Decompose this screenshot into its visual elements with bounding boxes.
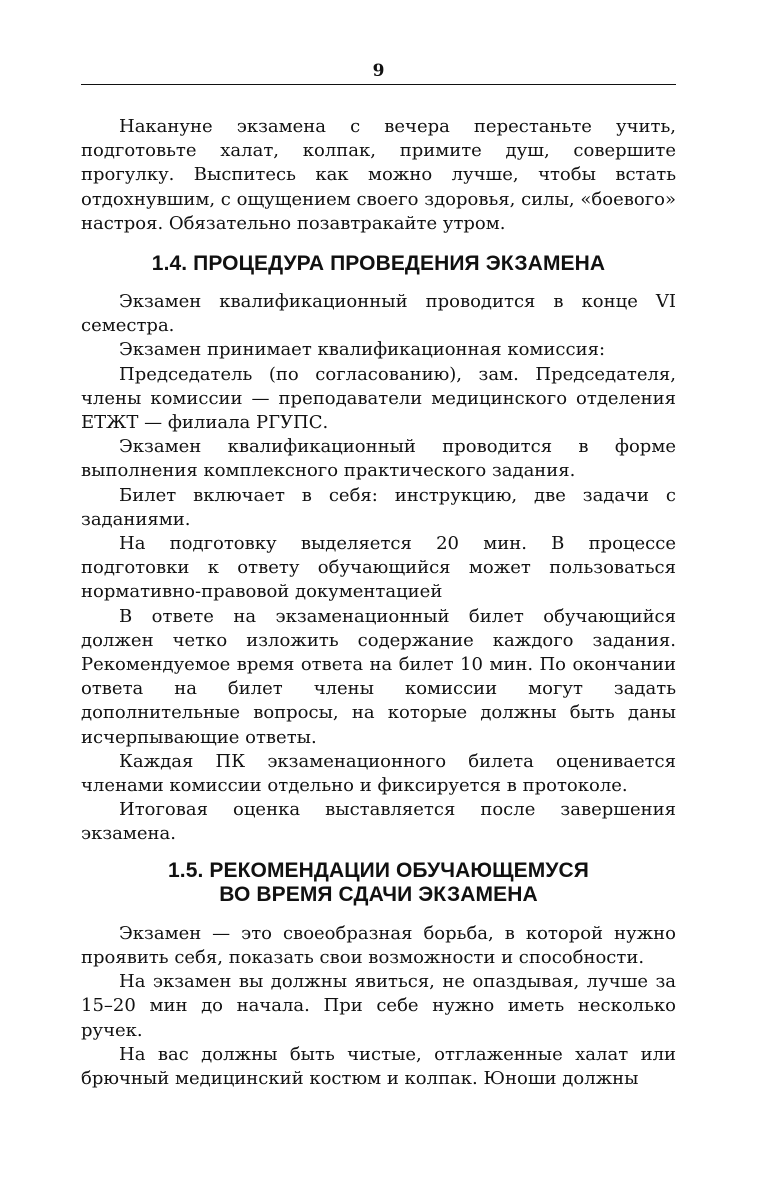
section-heading-1-4: 1.4. ПРОЦЕДУРА ПРОВЕДЕНИЯ ЭКЗАМЕНА	[151, 252, 606, 276]
paragraph: Экзамен — это своеобразная борьба, в которой нужно проявить себя, показать свои возможности и способности.	[81, 922, 676, 968]
page-number: 9	[372, 61, 385, 81]
header-rule	[81, 84, 676, 85]
paragraph: Итоговая оценка выставляется после завершения экзамена.	[81, 799, 676, 845]
intro-text	[81, 115, 676, 236]
paragraph: Накануне экзамена с вечера перестаньте учить, подготовьте халат, колпак, примите душ, совершите прогулку. Выспитесь как можно лучше, чтобы встать отдохнувшим, с ощущением своего здоровья, силы, «боевого» настроя. Обязательно позавтракайте утром.	[81, 116, 676, 234]
paragraph: Билет включает в себя: инструкцию, две задачи с заданиями.	[81, 484, 676, 530]
paragraph: Экзамен принимает квалификационная комиссия:	[119, 339, 606, 361]
paragraph: Председатель (по согласованию), зам. Председателя, члены комиссии — преподаватели медицинского отделения ЕТЖТ — филиала РГУПС.	[81, 363, 676, 434]
section-heading-1-5	[81, 847, 676, 922]
section-1-4-text	[81, 290, 676, 847]
section-1-5-text	[81, 922, 676, 1091]
paragraph: На вас должны быть чистые, отглаженные халат или брючный медицинский костюм и колпак. Юноши должны	[81, 1043, 676, 1089]
section-heading-line-2: ВО ВРЕМЯ СДАЧИ ЭКЗАМЕНА	[219, 882, 538, 906]
paragraph: В ответе на экзаменационный билет обучающийся должен четко изложить содержание каждого задания. Рекомендуемое время ответа на билет 10 мин. По окончании ответа на билет члены комиссии могут задать дополнительные вопросы, на которые должны быть даны исчерпывающие ответы.	[81, 605, 676, 748]
section-heading-line-1: 1.5. РЕКОМЕНДАЦИИ ОБУЧАЮЩЕМУСЯ	[168, 858, 589, 882]
paragraph: Экзамен квалификационный проводится в конце VI семестра.	[81, 291, 676, 337]
book-page	[81, 60, 676, 1091]
paragraph: На экзамен вы должны явиться, не опаздывая, лучше за 15–20 мин до начала. При себе нужно иметь несколько ручек.	[81, 971, 676, 1041]
paragraph: На подготовку выделяется 20 мин. В процессе подготовки к ответу обучающийся может пользоваться нормативно-правовой документацией	[81, 533, 676, 603]
paragraph: Каждая ПК экзаменационного билета оценивается членами комиссии отдельно и фиксируется в протоколе.	[81, 750, 676, 797]
paragraph: Экзамен квалификационный проводится в форме выполнения комплексного практического задания.	[81, 436, 676, 482]
